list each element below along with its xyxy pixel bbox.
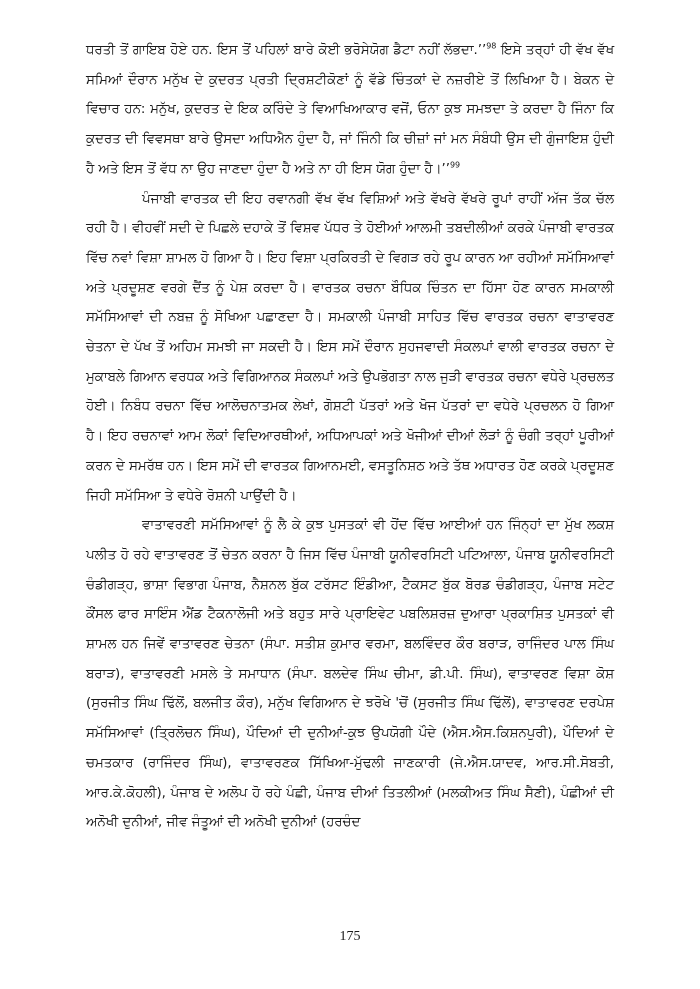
- paragraph-1: [86, 36, 614, 185]
- paragraph-3: ਵਾਤਾਵਰਣੀ ਸਮੱਸਿਆਵਾਂ ਨੂੰ ਲੈ ਕੇ ਕੁਝ ਪੁਸਤਕਾਂ ਵੀ ਹੋਂਦ ਵਿੱਚ ਆਈਆਂ ਹਨ ਜਿੰਨ੍ਹਾਂ ਦਾ ਮੁੱਖ ਲਕਸ਼ ਪਲੀਤ ਹੋ ਰਹੇ ਵਾਤਾਵਰਣ ਤੋਂ ਚੇਤਨ ਕਰਨਾ ਹੈ ਜਿਸ ਵਿੱਚ ਪੰਜਾਬੀ ਯੂਨੀਵਰਸਿਟੀ ਪਟਿਆਲਾ, ਪੰਜਾਬ ਯੂਨੀਵਰਸਿਟੀ ਚੰਡੀਗੜ੍ਹ, ਭਾਸ਼ਾ ਵਿਭਾਗ ਪੰਜਾਬ, ਨੈਸ਼ਨਲ ਬੁੱਕ ਟਰੱਸਟ ਇੰਡੀਆ, ਟੈਕਸਟ ਬੁੱਕ ਬੋਰਡ ਚੰਡੀਗੜ੍ਹ, ਪੰਜਾਬ ਸਟੇਟ ਕੌਂਸਲ ਫਾਰ ਸਾਇੰਸ ਐਂਡ ਟੈਕਨਾਲੋਜੀ ਅਤੇ ਬਹੁਤ ਸਾਰੇ ਪ੍ਰਾਇਵੇਟ ਪਬਲਿਸ਼ਰਜ਼ ਦੁਆਰਾ ਪ੍ਰਕਾਸ਼ਿਤ ਪੁਸਤਕਾਂ ਵੀ ਸ਼ਾਮਲ ਹਨ ਜਿਵੇਂ ਵਾਤਾਵਰਣ ਚੇਤਨਾ (ਸੰਪਾ. ਸਤੀਸ਼ ਕੁਮਾਰ ਵਰਮਾ, ਬਲਵਿੰਦਰ ਕੌਰ ਬਰਾੜ, ਰਾਜਿੰਦਰ ਪਾਲ ਸਿੰਘ ਬਰਾੜ), ਵਾਤਾਵਰਣੀ ਮਸਲੇ ਤੇ ਸਮਾਧਾਨ (ਸੰਪਾ. ਬਲਦੇਵ ਸਿੰਘ ਚੀਮਾ, ਡੀ.ਪੀ. ਸਿੰਘ), ਵਾਤਾਵਰਣ ਵਿਸ਼ਾ ਕੋਸ਼ (ਸੁਰਜੀਤ ਸਿੰਘ ਢਿੱਲੋਂ, ਬਲਜੀਤ ਕੌਰ), ਮਨੁੱਖ ਵਿਗਿਆਨ ਦੇ ਝਰੋਖੇ 'ਚੋਂ (ਸੁਰਜੀਤ ਸਿੰਘ ਢਿੱਲੋਂ), ਵਾਤਾਵਰਣ ਦਰਪੇਸ਼ ਸਮੱਸਿਆਵਾਂ (ਤ੍ਰਿਲੋਚਨ ਸਿੰਘ), ਪੌਦਿਆਂ ਦੀ ਦੁਨੀਆਂ-ਕੁਝ ਉਪਯੋਗੀ ਪੌਦੇ (ਐਸ.ਐਸ.ਕਿਸ਼ਨਪੁਰੀ), ਪੌਦਿਆਂ ਦੇ ਚਮਤਕਾਰ (ਰਾਜਿੰਦਰ ਸਿੰਘ), ਵਾਤਾਵਰਣਕ ਸਿੱਖਿਆ-ਮੁੱਢਲੀ ਜਾਣਕਾਰੀ (ਜੇ.ਐਸ.ਯਾਦਵ, ਆਰ.ਸੀ.ਸੋਬਤੀ, ਆਰ.ਕੇ.ਕੋਹਲੀ), ਪੰਜਾਬ ਦੇ ਅਲੋਪ ਹੋ ਰਹੇ ਪੰਛੀ, ਪੰਜਾਬ ਦੀਆਂ ਤਿਤਲੀਆਂ (ਮਲਕੀਅਤ ਸਿੰਘ ਸੈਣੀ), ਪੰਛੀਆਂ ਦੀ ਅਨੋਖੀ ਦੁਨੀਆਂ, ਜੀਵ ਜੰਤੂਆਂ ਦੀ ਅਨੋਖੀ ਦੁਨੀਆਂ (ਹਰਚੰਦ: [86, 518, 614, 831]
- footnote-ref-99: 99: [449, 160, 461, 170]
- paragraph-1-text-b: ਇਸੇ ਤਰ੍ਹਾਂ ਹੀ ਵੱਖ ਵੱਖ ਸਮਿਆਂ ਦੌਰਾਨ ਮਨੁੱਖ ਦੇ ਕੁਦਰਤ ਪ੍ਰਤੀ ਦ੍ਰਿਸ਼ਟੀਕੋਣਾਂ ਨੂੰ ਵੱਡੇ ਚਿੰਤਕਾਂ ਦੇ ਨਜ਼ਰੀਏ ਤੋਂ ਲਿਖਿਆ ਹੈ। ਬੇਕਨ ਦੇ ਵਿਚਾਰ ਹਨ: ਮਨੁੱਖ, ਕੁਦਰਤ ਦੇ ਇਕ ਕਰਿੰਦੇ ਤੇ ਵਿਆਖਿਆਕਾਰ ਵਜੋਂ, ਓਨਾ ਕੁਝ ਸਮਝਦਾ ਤੇ ਕਰਦਾ ਹੈ ਜਿੰਨਾ ਕਿ ਕੁਦਰਤ ਦੀ ਵਿਵਸਥਾ ਬਾਰੇ ਉਸਦਾ ਅਧਿਐਨ ਹੁੰਦਾ ਹੈ, ਜਾਂ ਜਿੰਨੀ ਕਿ ਚੀਜ਼ਾਂ ਜਾਂ ਮਨ ਸੰਬੰਧੀ ਉਸ ਦੀ ਗੁੰਜਾਇਸ਼ ਹੁੰਦੀ ਹੈ ਅਤੇ ਇਸ ਤੋਂ ਵੱਧ ਨਾ ਉਹ ਜਾਣਦਾ ਹੁੰਦਾ ਹੈ ਅਤੇ ਨਾ ਹੀ ਇਸ ਯੋਗ ਹੁੰਦਾ ਹੈ।’’: [86, 43, 615, 177]
- paragraph-2: ਪੰਜਾਬੀ ਵਾਰਤਕ ਦੀ ਇਹ ਰਵਾਨਗੀ ਵੱਖ ਵੱਖ ਵਿਸ਼ਿਆਂ ਅਤੇ ਵੱਖਰੇ ਵੱਖਰੇ ਰੂਪਾਂ ਰਾਹੀਂ ਅੱਜ ਤੱਕ ਚੱਲ ਰਹੀ ਹੈ। ਵੀਹਵੀਂ ਸਦੀ ਦੇ ਪਿਛਲੇ ਦਹਾਕੇ ਤੋਂ ਵਿਸ਼ਵ ਪੱਧਰ ਤੇ ਹੋਈਆਂ ਆਲਮੀ ਤਬਦੀਲੀਆਂ ਕਰਕੇ ਪੰਜਾਬੀ ਵਾਰਤਕ ਵਿੱਚ ਨਵਾਂ ਵਿਸ਼ਾ ਸ਼ਾਮਲ ਹੋ ਗਿਆ ਹੈ। ਇਹ ਵਿਸ਼ਾ ਪ੍ਰਕਿਰਤੀ ਦੇ ਵਿਗੜ ਰਹੇ ਰੂਪ ਕਾਰਨ ਆ ਰਹੀਆਂ ਸਮੱਸਿਆਵਾਂ ਅਤੇ ਪ੍ਰਦੂਸ਼ਣ ਵਰਗੇ ਦੈਂਤ ਨੂੰ ਪੇਸ਼ ਕਰਦਾ ਹੈ। ਵਾਰਤਕ ਰਚਨਾ ਬੌਧਿਕ ਚਿੰਤਨ ਦਾ ਹਿੱਸਾ ਹੋਣ ਕਾਰਨ ਸਮਕਾਲੀ ਸਮੱਸਿਆਵਾਂ ਦੀ ਨਬਜ਼ ਨੂੰ ਸੋਖਿਆ ਪਛਾਣਦਾ ਹੈ। ਸਮਕਾਲੀ ਪੰਜਾਬੀ ਸਾਹਿਤ ਵਿੱਚ ਵਾਰਤਕ ਰਚਨਾ ਵਾਤਾਵਰਣ ਚੇਤਨਾ ਦੇ ਪੱਖ ਤੋਂ ਅਹਿਮ ਸਮਝੀ ਜਾ ਸਕਦੀ ਹੈ। ਇਸ ਸਮੇਂ ਦੌਰਾਨ ਸੁਹਜਵਾਦੀ ਸੰਕਲਪਾਂ ਵਾਲੀ ਵਾਰਤਕ ਰਚਨਾ ਦੇ ਮੁਕਾਬਲੇ ਗਿਆਨ ਵਰਧਕ ਅਤੇ ਵਿਗਿਆਨਕ ਸੰਕਲਪਾਂ ਅਤੇ ਉਪਭੋਗਤਾ ਨਾਲ ਜੁੜੀ ਵਾਰਤਕ ਰਚਨਾ ਵਧੇਰੇ ਪ੍ਰਚਲਤ ਹੋਈ। ਨਿਬੰਧ ਰਚਨਾ ਵਿੱਚ ਆਲੋਚਨਾਤਮਕ ਲੇਖਾਂ, ਗੋਸ਼ਟੀ ਪੱਤਰਾਂ ਅਤੇ ਖੋਜ ਪੱਤਰਾਂ ਦਾ ਵਧੇਰੇ ਪ੍ਰਚਲਨ ਹੋ ਗਿਆ ਹੈ। ਇਹ ਰਚਨਾਵਾਂ ਆਮ ਲੋਕਾਂ ਵਿਦਿਆਰਥੀਆਂ, ਅਧਿਆਪਕਾਂ ਅਤੇ ਖੋਜੀਆਂ ਦੀਆਂ ਲੋੜਾਂ ਨੂੰ ਚੰਗੀ ਤਰ੍ਹਾਂ ਪੂਰੀਆਂ ਕਰਨ ਦੇ ਸਮਰੱਥ ਹਨ। ਇਸ ਸਮੇਂ ਦੀ ਵਾਰਤਕ ਗਿਆਨਮਈ, ਵਸਤੂਨਿਸ਼ਠ ਅਤੇ ਤੱਥ ਅਧਾਰਤ ਹੋਣ ਕਰਕੇ ਪ੍ਰਦੂਸ਼ਣ ਜਿਹੀ ਸਮੱਸਿਆ ਤੇ ਵਧੇਰੇ ਰੋਸ਼ਨੀ ਪਾਉਂਦੀ ਹੈ।: [86, 191, 614, 504]
- document-body: [86, 36, 614, 838]
- footnote-ref-98: 98: [486, 41, 497, 51]
- paragraph-1-text-a: ਧਰਤੀ ਤੋਂ ਗਾਇਬ ਹੋਏ ਹਨ. ਇਸ ਤੋਂ ਪਹਿਲਾਂ ਬਾਰੇ ਕੋਈ ਭਰੋਸੇਯੋਗ ਡੈਟਾ ਨਹੀਂ ਲੱਭਦਾ.’’: [86, 43, 487, 58]
- page-number: 175: [339, 929, 361, 944]
